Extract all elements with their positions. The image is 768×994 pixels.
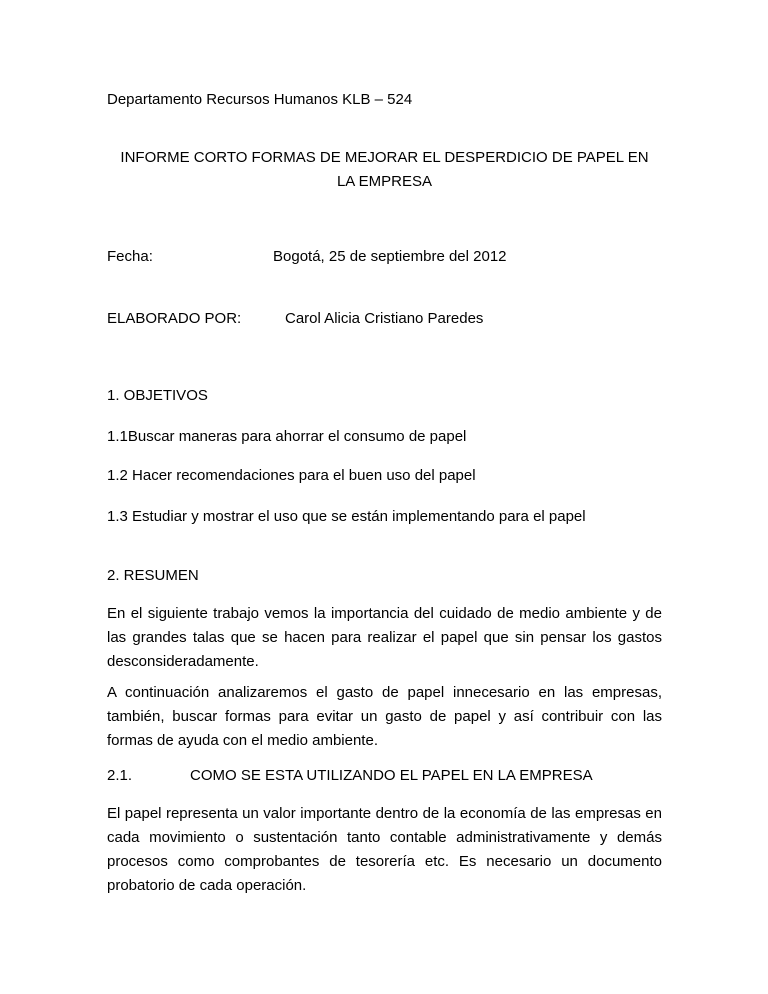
- section-title: COMO SE ESTA UTILIZANDO EL PAPEL EN LA EMPRESA: [190, 767, 593, 784]
- objectives-heading: 1. OBJETIVOS: [107, 387, 208, 404]
- summary-paragraph: En el siguiente trabajo vemos la importancia del cuidado de medio ambiente y de las grandes talas que se hacen para realizar el papel que sin pensar los gastos desconsideradamente.: [107, 605, 662, 670]
- summary-heading: 2. RESUMEN: [107, 567, 199, 584]
- section-paragraph: El papel representa un valor importante dentro de la economía de las empresas en cada movimiento o sustentación tanto contable administrativamente y demás procesos como comprobantes de tesorería etc. Es necesario un documento probatorio de cada operación.: [107, 805, 662, 894]
- objective-item: 1.2 Hacer recomendaciones para el buen uso del papel: [107, 467, 476, 484]
- summary-paragraph: A continuación analizaremos el gasto de papel innecesario en las empresas, también, buscar formas para evitar un gasto de papel y así contribuir con las formas de ayuda con el medio ambiente.: [107, 684, 662, 749]
- report-title-line-1: INFORME CORTO FORMAS DE MEJORAR EL DESPERDICIO DE PAPEL EN: [120, 149, 649, 166]
- objective-item: 1.1Buscar maneras para ahorrar el consumo de papel: [107, 428, 467, 445]
- date-label: Fecha:: [107, 248, 153, 265]
- objective-item: 1.3 Estudiar y mostrar el uso que se están implementando para el papel: [107, 508, 586, 525]
- date-value: Bogotá, 25 de septiembre del 2012: [273, 248, 507, 265]
- author-label: ELABORADO POR:: [107, 310, 242, 327]
- author-value: Carol Alicia Cristiano Paredes: [285, 310, 484, 327]
- report-title-line-2: LA EMPRESA: [336, 173, 433, 190]
- section-number: 2.1.: [107, 767, 133, 784]
- department-header: Departamento Recursos Humanos KLB – 524: [107, 91, 413, 108]
